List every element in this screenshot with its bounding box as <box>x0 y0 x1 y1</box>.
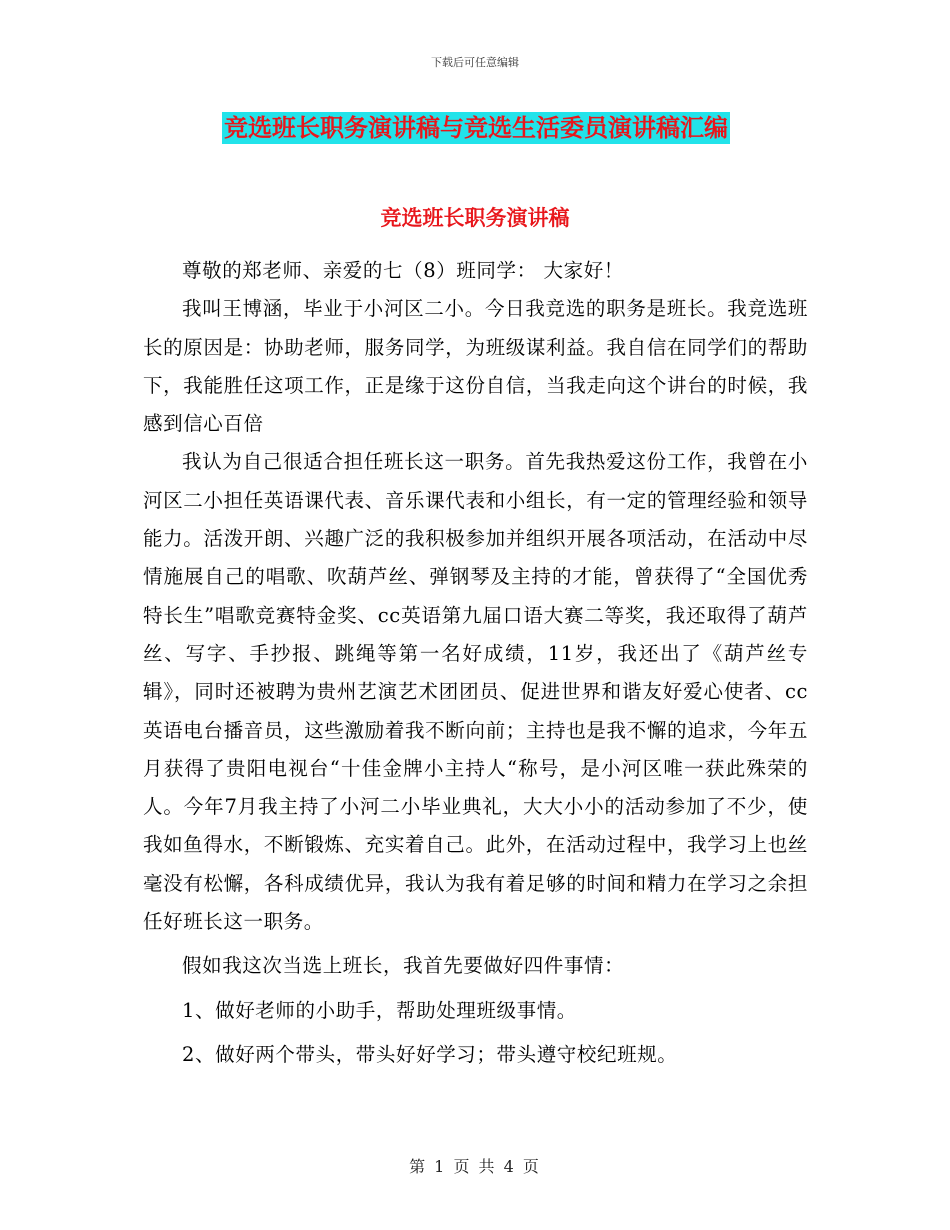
section-title: 竞选班长职务演讲稿 <box>380 205 570 230</box>
paragraph-qualifications: 我认为自己很适合担任班长这一职务。首先我热爱这份工作，我曾在小河区二小担任英语课代表、音乐课代表和小组长，有一定的管理经验和领导能力。活泼开朗、兴趣广泛的我积极参加并组织开展各项活动，在活动中尽情施展自己的唱歌、吹葫芦丝、弹钢琴及主持的才能，曾获得了“全国优秀特长生”唱歌竞赛特金奖、cc英语第九届口语大赛二等奖，我还取得了葫芦丝、写字、手抄报、跳绳等第一名好成绩，11岁，我还出了《葫芦丝专辑》，同时还被聘为贵州艺演艺术团团员、促进世界和谐友好爱心使者、cc英语电台播音员，这些激励着我不断向前；主持也是我不懈的追求，今年五月获得了贵阳电视台“十佳金牌小主持人“称号，是小河区唯一获此殊荣的人。今年7月我主持了小河二小毕业典礼，大大小小的活动参加了不少，使我如鱼得水，不断锻炼、充实着自己。此外，在活动过程中，我学习上也丝毫没有松懈，各科成绩优异，我认为我有着足够的时间和精力在学习之余担任好班长这一职务。 <box>143 450 808 934</box>
document-body <box>143 220 808 1074</box>
paragraph-plan: 假如我这次当选上班长，我首先要做好四件事情： <box>182 954 625 978</box>
document-title: 竞选班长职务演讲稿与竞选生活委员演讲稿汇编 <box>224 113 728 142</box>
list-item: 2、做好两个带头，带头好好学习；带头遵守校纪班规。 <box>182 1042 678 1066</box>
page-header-note: 下载后可任意编辑 <box>431 56 519 69</box>
paragraph-intro: 我叫王博涵，毕业于小河区二小。今日我竞选的职务是班长。我竞选班长的原因是：协助老师，服务同学，为班级谋利益。我自信在同学们的帮助下，我能胜任这项工作，正是缘于这份自信，当我走向这个讲台的时候，我感到信心百倍 <box>143 297 808 436</box>
list-item: 1、做好老师的小助手，帮助处理班级事情。 <box>182 998 577 1022</box>
paragraph-greeting: 尊敬的郑老师、亲爱的七（8）班同学： 大家好！ <box>182 259 624 282</box>
page-number: 第 1 页 共 4 页 <box>409 1157 541 1176</box>
